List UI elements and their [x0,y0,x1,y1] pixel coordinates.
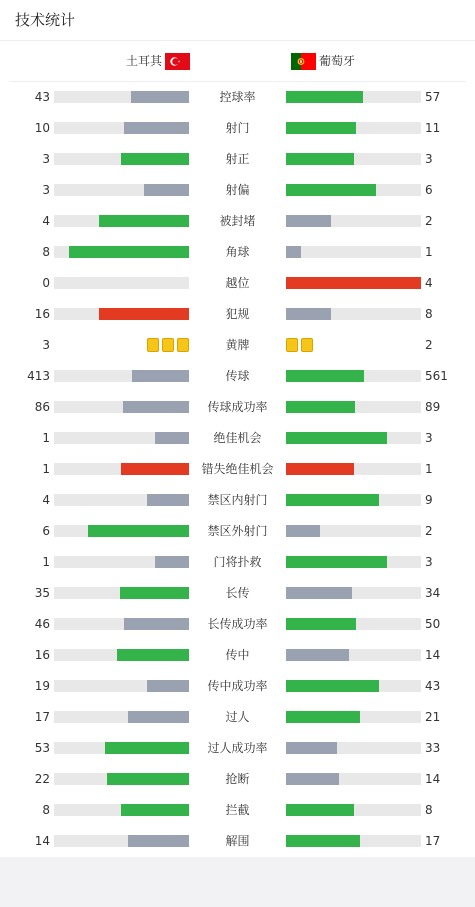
away-stat-bar-fill [286,246,301,258]
stat-label: 射门 [225,121,250,135]
home-stat-bar-fill [99,308,189,320]
home-stat-bar [54,680,189,692]
home-stat-bar-fill [155,432,189,444]
divider [9,81,466,82]
home-stat-value: 1 [42,462,50,476]
away-stat-bar-fill [286,122,356,134]
stat-row [0,772,475,786]
home-stat-value: 10 [34,121,50,135]
stat-label: 控球率 [219,90,256,104]
away-stat-bar-fill [286,742,337,754]
home-stat-bar-fill [69,246,189,258]
stat-row [0,617,475,631]
home-stat-bar-fill [155,556,189,568]
yellow-card-icon [286,338,298,352]
stat-label: 黄牌 [225,338,250,352]
home-stat-bar-fill [107,773,189,785]
away-stat-bar [286,649,421,661]
away-stat-bar-fill [286,91,363,103]
home-stat-bar-fill [121,804,189,816]
stat-label: 门将扑救 [213,555,262,569]
home-stat-bar-fill [120,587,189,599]
away-stat-value: 9 [425,493,433,507]
home-stat-value: 22 [34,772,50,786]
away-stat-bar-fill [286,556,387,568]
away-stat-value: 50 [425,617,441,631]
away-stat-value: 17 [425,834,441,848]
home-stat-value: 46 [34,617,50,631]
home-stat-value: 1 [42,555,50,569]
home-stat-value: 86 [34,400,50,414]
stat-label: 越位 [225,276,250,290]
away-stat-value: 8 [425,307,433,321]
home-stat-value: 43 [34,90,50,104]
away-stat-bar [286,184,421,196]
away-stat-bar [286,804,421,816]
home-stat-value: 0 [42,276,50,290]
home-stat-value: 3 [42,152,50,166]
home-stat-bar-fill [124,122,189,134]
home-stat-bar-fill [128,711,189,723]
home-team-header [126,52,190,70]
stat-row [0,90,475,104]
page-title: 技术统计 [15,11,76,29]
away-stat-bar [286,835,421,847]
home-stat-bar [54,463,189,475]
home-stat-bar-fill [117,649,189,661]
away-stat-value: 11 [425,121,441,135]
home-stat-bar [54,649,189,661]
home-stat-value: 3 [42,338,50,352]
stat-label: 绝佳机会 [213,431,262,445]
away-stat-bar [286,463,421,475]
stat-label: 长传 [225,586,250,600]
stat-label: 犯规 [225,307,250,321]
away-stat-bar [286,494,421,506]
home-stat-value: 53 [34,741,50,755]
home-stat-bar [54,556,189,568]
away-stat-value: 8 [425,803,433,817]
away-stat-value: 14 [425,772,441,786]
away-stat-bar [286,556,421,568]
home-stat-value: 6 [42,524,50,538]
home-team-name: 土耳其 [126,54,163,68]
home-stat-value: 4 [42,214,50,228]
away-stat-bar [286,401,421,413]
away-stat-bar [286,91,421,103]
away-stat-bar [286,711,421,723]
stat-row [0,214,475,228]
stat-row [0,710,475,724]
home-stat-bar [54,153,189,165]
stat-row [0,245,475,259]
stat-label: 射偏 [225,183,250,197]
away-stat-value: 21 [425,710,441,724]
away-stat-value: 57 [425,90,441,104]
home-stat-bar [54,742,189,754]
stat-row [0,276,475,290]
stat-row [0,400,475,414]
home-stat-bar [54,618,189,630]
stat-label: 传中 [225,648,250,662]
home-stat-bar [54,370,189,382]
stat-label: 错失绝佳机会 [201,462,274,476]
away-stat-value: 2 [425,338,433,352]
home-stat-bar-fill [128,835,189,847]
stat-row [0,462,475,476]
home-stat-value: 16 [34,307,50,321]
home-stat-value: 16 [34,648,50,662]
away-stat-bar [286,246,421,258]
away-stat-bar-fill [286,463,354,475]
home-stat-bar [54,835,189,847]
away-stat-bar [286,153,421,165]
portugal-flag-icon [291,53,316,70]
away-yellow-cards [286,338,313,352]
home-stat-bar [54,184,189,196]
stat-label: 角球 [225,245,250,259]
home-yellow-cards [147,338,189,352]
away-stat-value: 4 [425,276,433,290]
away-stat-value: 3 [425,152,433,166]
home-stat-bar [54,587,189,599]
home-stat-bar-fill [121,463,189,475]
stat-label: 过人成功率 [207,741,268,755]
home-stat-value: 17 [34,710,50,724]
away-stat-value: 1 [425,245,433,259]
away-stat-bar-fill [286,649,349,661]
stat-row [0,741,475,755]
home-stat-bar [54,91,189,103]
home-stat-value: 3 [42,183,50,197]
away-stat-bar [286,432,421,444]
away-stat-bar [286,122,421,134]
away-team-header [291,52,355,70]
away-stat-bar-fill [286,525,320,537]
away-stat-bar-fill [286,587,352,599]
home-stat-bar [54,494,189,506]
home-stat-value: 19 [34,679,50,693]
away-stat-value: 33 [425,741,441,755]
home-stat-bar [54,122,189,134]
away-stat-bar [286,308,421,320]
away-stat-bar-fill [286,308,331,320]
yellow-card-icon [162,338,174,352]
stat-label: 被封堵 [219,214,256,228]
yellow-card-icon [301,338,313,352]
away-stat-bar [286,680,421,692]
away-stat-bar-fill [286,215,331,227]
away-stat-bar [286,215,421,227]
stat-row [0,524,475,538]
stat-label: 禁区外射门 [207,524,268,538]
away-stat-value: 3 [425,555,433,569]
away-stat-bar [286,742,421,754]
away-stat-value: 43 [425,679,441,693]
stat-row [0,803,475,817]
home-stat-value: 14 [34,834,50,848]
home-stat-bar [54,401,189,413]
away-stat-bar [286,618,421,630]
stat-label: 拦截 [225,803,250,817]
home-stat-bar-fill [99,215,189,227]
stat-row [0,152,475,166]
home-stat-value: 413 [27,369,50,383]
home-stat-bar [54,432,189,444]
yellow-card-icon [147,338,159,352]
away-stat-bar-fill [286,835,360,847]
home-stat-bar [54,525,189,537]
away-stat-value: 3 [425,431,433,445]
home-stat-bar [54,804,189,816]
away-stat-bar-fill [286,184,376,196]
away-stat-bar-fill [286,680,379,692]
away-stat-bar [286,277,421,289]
home-stat-bar-fill [123,401,189,413]
home-stat-bar-fill [147,680,189,692]
yellow-card-icon [177,338,189,352]
home-stat-bar [54,308,189,320]
stat-label: 传球成功率 [207,400,268,414]
home-stat-bar-fill [132,370,189,382]
away-stat-bar-fill [286,618,356,630]
stat-row [0,586,475,600]
home-stat-bar-fill [124,618,189,630]
stat-row [0,307,475,321]
home-stat-bar-fill [121,153,189,165]
away-stat-bar [286,773,421,785]
stat-label: 传中成功率 [207,679,268,693]
away-stat-value: 34 [425,586,441,600]
away-stat-bar [286,370,421,382]
away-stat-value: 14 [425,648,441,662]
home-stat-bar [54,773,189,785]
stat-row [0,493,475,507]
home-stat-bar [54,246,189,258]
stat-label: 射正 [225,152,250,166]
stat-row [0,369,475,383]
stat-row [0,431,475,445]
away-stat-value: 6 [425,183,433,197]
stat-label: 传球 [225,369,250,383]
turkey-flag-icon [165,53,190,70]
stat-row [0,679,475,693]
divider [0,40,475,41]
away-stat-value: 89 [425,400,441,414]
stat-label: 解围 [225,834,250,848]
home-stat-bar-fill [88,525,189,537]
away-stat-bar-fill [286,432,387,444]
away-team-name: 葡萄牙 [319,54,356,68]
stat-row [0,121,475,135]
home-stat-value: 4 [42,493,50,507]
stat-row [0,555,475,569]
away-stat-bar-fill [286,494,379,506]
stat-label: 长传成功率 [207,617,268,631]
home-stat-value: 1 [42,431,50,445]
stat-label: 禁区内射门 [207,493,268,507]
away-stat-value: 2 [425,214,433,228]
away-stat-bar-fill [286,153,354,165]
stat-label: 抢断 [225,772,250,786]
away-stat-bar-fill [286,401,355,413]
away-stat-value: 1 [425,462,433,476]
home-stat-value: 8 [42,803,50,817]
stat-row [0,648,475,662]
away-stat-value: 561 [425,369,448,383]
away-stat-bar-fill [286,277,421,289]
away-stat-bar-fill [286,370,364,382]
stat-row [0,834,475,848]
home-stat-bar [54,711,189,723]
home-stat-bar-fill [131,91,189,103]
stat-row [0,183,475,197]
home-stat-bar-fill [144,184,189,196]
stat-label: 过人 [225,710,250,724]
home-stat-bar [54,277,189,289]
away-stat-bar-fill [286,804,354,816]
away-stat-value: 2 [425,524,433,538]
stat-row [0,338,475,352]
home-stat-bar-fill [147,494,189,506]
away-stat-bar-fill [286,711,360,723]
away-stat-bar-fill [286,773,339,785]
away-stat-bar [286,587,421,599]
home-stat-bar-fill [105,742,189,754]
home-stat-value: 35 [34,586,50,600]
home-stat-bar [54,215,189,227]
away-stat-bar [286,525,421,537]
home-stat-value: 8 [42,245,50,259]
